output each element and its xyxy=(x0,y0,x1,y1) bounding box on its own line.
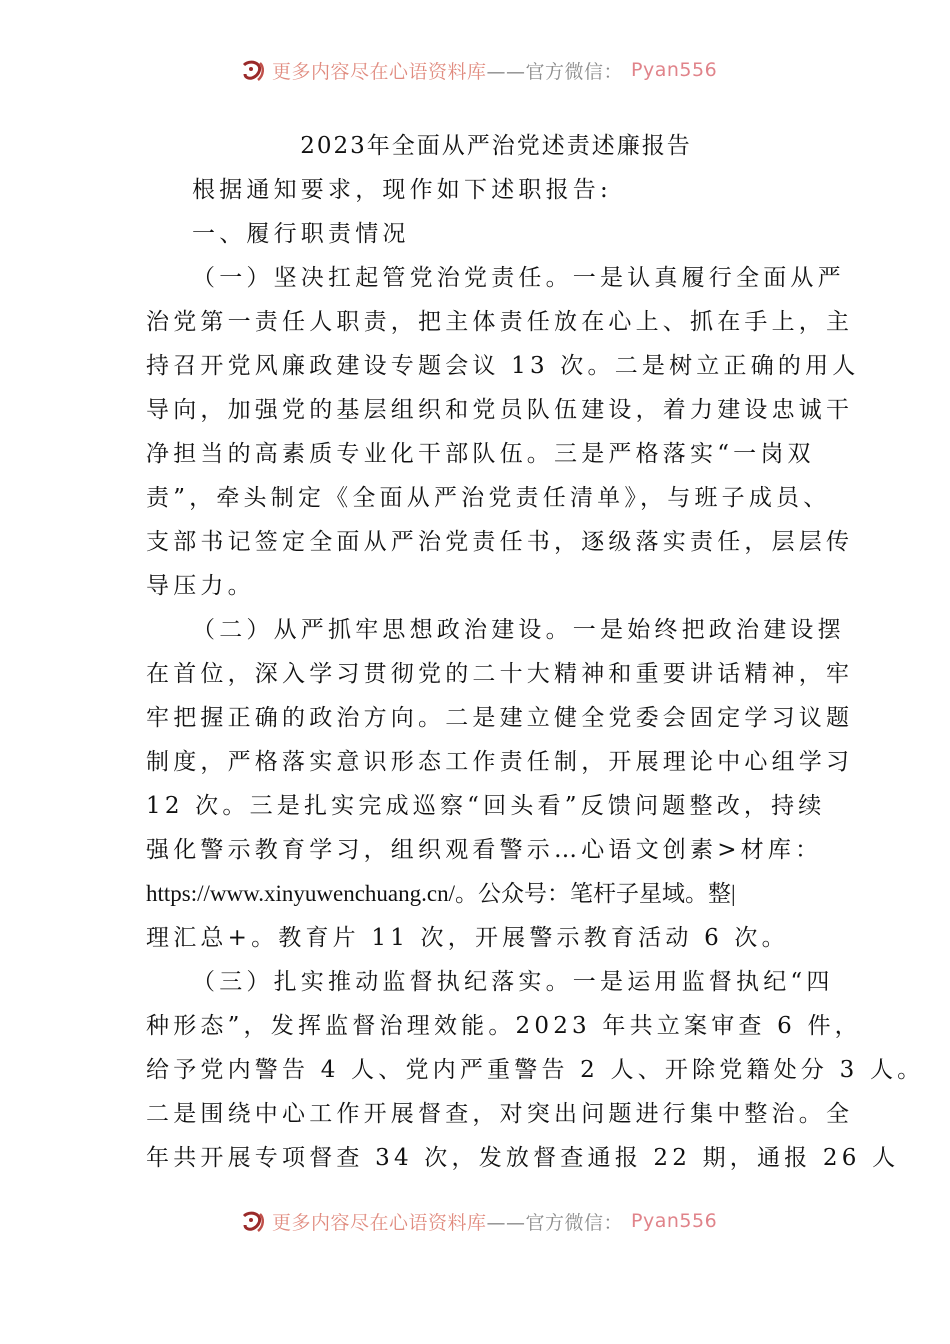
paragraph-line: 年共开展专项督查 34 次，发放督查通报 22 期，通报 26 人 xyxy=(146,1145,900,1171)
paragraph-line: 导压力。 xyxy=(146,573,255,599)
watermark-separator-text: ——官方微信： xyxy=(486,1211,624,1234)
paragraph-line: 12 次。三是扎实完成巡察“回头看”反馈问题整改，持续 xyxy=(146,793,826,819)
paragraph-line: 治党第一责任人职责，把主体责任放在心上、抓在手上，主 xyxy=(146,309,854,335)
watermark-wechat-id: Pyan556 xyxy=(631,1210,718,1232)
intro-line: 根据通知要求，现作如下述职报告: xyxy=(192,177,612,203)
paragraph-3 xyxy=(146,960,925,1180)
document-page xyxy=(146,124,925,1180)
paragraph-2 xyxy=(146,608,854,960)
watermark-wechat-id: Pyan556 xyxy=(631,59,718,81)
header-watermark xyxy=(240,55,720,85)
paragraph-line: （一）坚决扛起管党治党责任。一是认真履行全面从严 xyxy=(192,265,845,291)
brand-logo-icon xyxy=(240,1208,266,1234)
watermark-separator-text: ——官方微信： xyxy=(486,60,624,83)
paragraph-line: 制度，严格落实意识形态工作责任制，开展理论中心组学习 xyxy=(146,749,854,775)
paragraph-line: 在首位，深入学习贯彻党的二十大精神和重要讲话精神，牢 xyxy=(146,661,854,687)
paragraph-line: 净担当的高素质专业化干部队伍。三是严格落实“一岗双 xyxy=(146,441,815,467)
paragraph-line: 给予党内警告 4 人、党内严重警告 2 人、开除党籍处分 3 人。 xyxy=(146,1057,925,1083)
paragraph-line: （三）扎实推动监督执纪落实。一是运用监督执纪“四 xyxy=(192,969,834,995)
paragraph-line: 持召开党风廉政建设专题会议 13 次。二是树立正确的用人 xyxy=(146,353,860,379)
paragraph-line: 牢把握正确的政治方向。二是建立健全党委会固定学习议题 xyxy=(146,705,854,731)
watermark-main-text: 更多内容尽在心语资料库 xyxy=(272,60,487,83)
paragraph-line-url: https://www.xinyuwenchuang.cn/。公众号：笔杆子星域。整| xyxy=(146,881,736,906)
paragraph-line: 支部书记签定全面从严治党责任书，逐级落实责任，层层传 xyxy=(146,529,854,555)
paragraph-line: （二）从严抓牢思想政治建设。一是始终把政治建设摆 xyxy=(192,617,845,643)
paragraph-line: 理汇总+。教育片 11 次，开展警示教育活动 6 次。 xyxy=(146,925,789,951)
paragraph-line: 责”，牵头制定《全面从严治党责任清单》，与班子成员、 xyxy=(146,485,831,511)
footer-watermark xyxy=(240,1206,720,1236)
paragraph-line: 导向，加强党的基层组织和党员队伍建设，着力建设忠诚干 xyxy=(146,397,854,423)
paragraph-1 xyxy=(146,256,860,608)
watermark-main-text: 更多内容尽在心语资料库 xyxy=(272,1211,487,1234)
paragraph-line: 种形态”，发挥监督治理效能。2023 年共立案审查 6 件， xyxy=(146,1013,862,1039)
document-title: 2023年全面从严治党述责述廉报告 xyxy=(300,133,692,159)
section-heading: 一、履行职责情况 xyxy=(192,221,410,247)
paragraph-line: 强化警示教育学习，组织观看警示…心语文创素>材库： xyxy=(146,837,823,863)
paragraph-line: 二是围绕中心工作开展督查，对突出问题进行集中整治。全 xyxy=(146,1101,854,1127)
brand-logo-icon xyxy=(240,57,266,83)
